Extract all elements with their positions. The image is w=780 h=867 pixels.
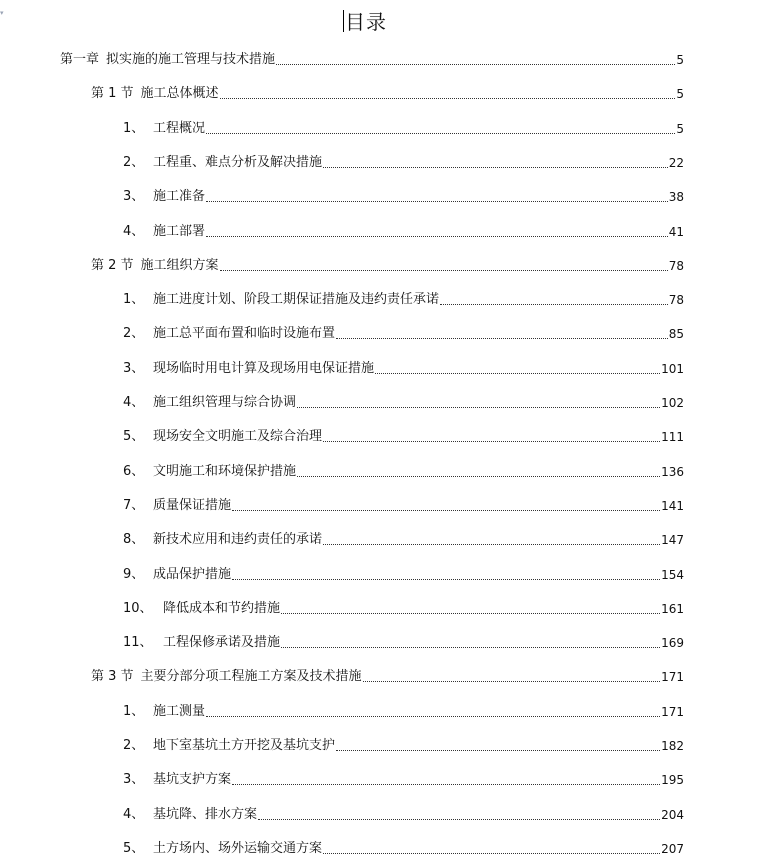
toc-entry-label: 工程重、难点分析及解决措施 — [153, 154, 323, 170]
toc-entry-page-number: 182 — [661, 739, 684, 753]
toc-entry-number: 8、 — [123, 532, 145, 548]
toc-entry-page-number: 136 — [661, 464, 684, 479]
toc-entry-page-number: 41 — [668, 224, 684, 239]
toc-entry[interactable] — [123, 153, 684, 173]
toc-entry-page-number: 207 — [661, 841, 684, 856]
toc-entry-label: 施工准备 — [153, 189, 206, 205]
toc-entry-page-number: 5 — [676, 87, 684, 102]
toc-entry-label: 施工进度计划、阶段工期保证措施及违约责任承诺 — [153, 292, 440, 308]
toc-entry-number: 2、 — [123, 738, 145, 753]
toc-entry[interactable] — [123, 633, 684, 653]
toc-entry-number: 1、 — [123, 703, 145, 719]
toc-dot-leader — [281, 647, 660, 648]
toc-dot-leader — [336, 338, 668, 339]
text-cursor — [343, 10, 344, 32]
toc-dot-leader — [220, 270, 668, 271]
toc-entry[interactable] — [123, 324, 684, 344]
toc-entry-label: 施工总体概述 — [140, 86, 219, 102]
toc-entry-number: 4、 — [123, 223, 145, 239]
toc-entry-page-number: 102 — [661, 396, 684, 410]
toc-entry-page-number: 85 — [668, 327, 684, 342]
toc-dot-leader — [206, 716, 660, 717]
toc-entry-number: 1、 — [123, 292, 145, 308]
toc-entry[interactable] — [123, 462, 684, 482]
toc-entry-number: 3、 — [123, 360, 145, 376]
toc-entry-number: 2、 — [123, 326, 145, 342]
toc-dot-leader — [323, 441, 660, 442]
toc-entry-number: 3、 — [123, 189, 145, 205]
toc-entry-label: 现场安全文明施工及综合治理 — [153, 429, 323, 445]
toc-entry[interactable] — [123, 770, 684, 790]
toc-dot-leader — [323, 167, 668, 168]
toc-entry-page-number: 171 — [661, 704, 684, 719]
toc-entry-label: 新技术应用和违约责任的承诺 — [153, 532, 323, 548]
toc-entry-label: 施工组织管理与综合协调 — [153, 395, 297, 410]
toc-dot-leader — [276, 64, 675, 65]
toc-dot-leader — [232, 784, 660, 785]
toc-dot-leader — [281, 613, 660, 614]
toc-entry[interactable] — [123, 187, 684, 207]
title-area — [0, 6, 730, 35]
toc-entry[interactable] — [123, 290, 684, 310]
toc-dot-leader — [336, 750, 660, 751]
toc-dot-leader — [323, 544, 660, 545]
toc-entry-label: 文明施工和环境保护措施 — [153, 463, 297, 479]
toc-entry-label: 施工部署 — [153, 223, 206, 239]
toc-entry-number: 第 2 节 — [91, 257, 134, 273]
toc-entry-page-number: 78 — [668, 258, 684, 273]
toc-entry[interactable] — [123, 530, 684, 550]
toc-entry[interactable] — [123, 736, 684, 756]
toc-dot-leader — [363, 681, 661, 682]
toc-entry[interactable] — [91, 84, 684, 104]
toc-entry-number: 10、 — [123, 600, 153, 616]
toc-entry-label: 基坑支护方案 — [153, 772, 232, 788]
toc-entry[interactable] — [123, 393, 684, 413]
toc-entry-page-number: 195 — [661, 773, 684, 788]
toc-entry-number: 3、 — [123, 772, 145, 788]
toc-entry[interactable] — [123, 119, 684, 139]
toc-entry-page-number: 101 — [661, 361, 684, 376]
toc-entry-label: 施工总平面布置和临时设施布置 — [153, 326, 336, 342]
toc-entry-page-number: 78 — [668, 293, 684, 308]
toc-entry-label: 工程概况 — [153, 120, 206, 136]
toc-dot-leader — [206, 133, 675, 134]
toc-entry-number: 2、 — [123, 154, 145, 170]
toc-entry-number: 7、 — [123, 497, 145, 513]
toc-entry-page-number: 154 — [661, 567, 684, 582]
toc-entry-label: 基坑降、排水方案 — [153, 806, 258, 822]
toc-entry[interactable] — [123, 839, 684, 859]
toc-entry-number: 5、 — [123, 840, 145, 856]
toc-dot-leader — [375, 373, 660, 374]
toc-dot-leader — [206, 201, 668, 202]
toc-entry-number: 第 3 节 — [91, 669, 134, 685]
toc-entry-number: 6、 — [123, 463, 145, 479]
toc-entry-label: 施工测量 — [153, 703, 206, 719]
toc-dot-leader — [232, 510, 660, 511]
toc-entry-number: 4、 — [123, 395, 145, 410]
toc-entry-number: 5、 — [123, 429, 145, 445]
toc-entry[interactable] — [60, 50, 684, 70]
toc-entry[interactable] — [123, 565, 684, 585]
toc-entry-page-number: 147 — [661, 533, 684, 548]
toc-dot-leader — [440, 304, 668, 305]
toc-entry-page-number: 22 — [668, 155, 684, 170]
toc-entry[interactable] — [123, 599, 684, 619]
toc-entry-label: 拟实施的施工管理与技术措施 — [106, 52, 276, 67]
toc-entry-page-number: 141 — [661, 498, 684, 513]
toc-entry[interactable] — [123, 427, 684, 447]
toc-entry-page-number: 204 — [661, 807, 684, 822]
toc-entry-page-number: 38 — [668, 190, 684, 205]
toc-entry-label: 降低成本和节约措施 — [163, 600, 281, 616]
corner-marker-icon: ▾ — [0, 9, 4, 17]
toc-entry-label: 地下室基坑土方开挖及基坑支护 — [153, 738, 336, 753]
toc-entry-number: 4、 — [123, 806, 145, 822]
toc-entry[interactable] — [123, 359, 684, 379]
toc-entry-page-number: 5 — [676, 53, 684, 67]
toc-entry-label: 质量保证措施 — [153, 497, 232, 513]
toc-entry[interactable] — [123, 805, 684, 825]
toc-entry-number: 9、 — [123, 566, 145, 582]
toc-entry-number: 第 1 节 — [91, 86, 134, 102]
toc-entry-label: 施工组织方案 — [140, 257, 219, 273]
toc-dot-leader — [323, 853, 660, 854]
toc-entry-number: 1、 — [123, 120, 145, 136]
toc-entry[interactable] — [123, 702, 684, 722]
toc-entry-label: 成品保护措施 — [153, 566, 232, 582]
toc-entry-label: 主要分部分项工程施工方案及技术措施 — [140, 669, 362, 685]
toc-entry-label: 现场临时用电计算及现场用电保证措施 — [153, 360, 375, 376]
toc-entry-page-number: 111 — [661, 430, 684, 445]
toc-dot-leader — [297, 407, 660, 408]
toc-entry[interactable] — [91, 667, 684, 687]
toc-entry-page-number: 171 — [661, 670, 684, 685]
toc-entry[interactable] — [123, 496, 684, 516]
toc-entry-number: 第一章 — [60, 52, 100, 67]
page-title: 目录 — [345, 10, 387, 34]
toc-entry-page-number: 169 — [661, 636, 684, 651]
toc-entry[interactable] — [91, 256, 684, 276]
toc-dot-leader — [220, 98, 676, 99]
toc-entry[interactable] — [123, 222, 684, 242]
toc-entry-page-number: 5 — [676, 121, 684, 136]
toc-dot-leader — [206, 236, 668, 237]
toc-entry-page-number: 161 — [661, 601, 684, 616]
toc-dot-leader — [258, 819, 660, 820]
toc-entry-label: 土方场内、场外运输交通方案 — [153, 840, 323, 856]
toc-entry-number: 11、 — [123, 635, 153, 651]
toc-entry-label: 工程保修承诺及措施 — [163, 635, 281, 651]
toc-dot-leader — [232, 579, 660, 580]
toc-dot-leader — [297, 476, 660, 477]
